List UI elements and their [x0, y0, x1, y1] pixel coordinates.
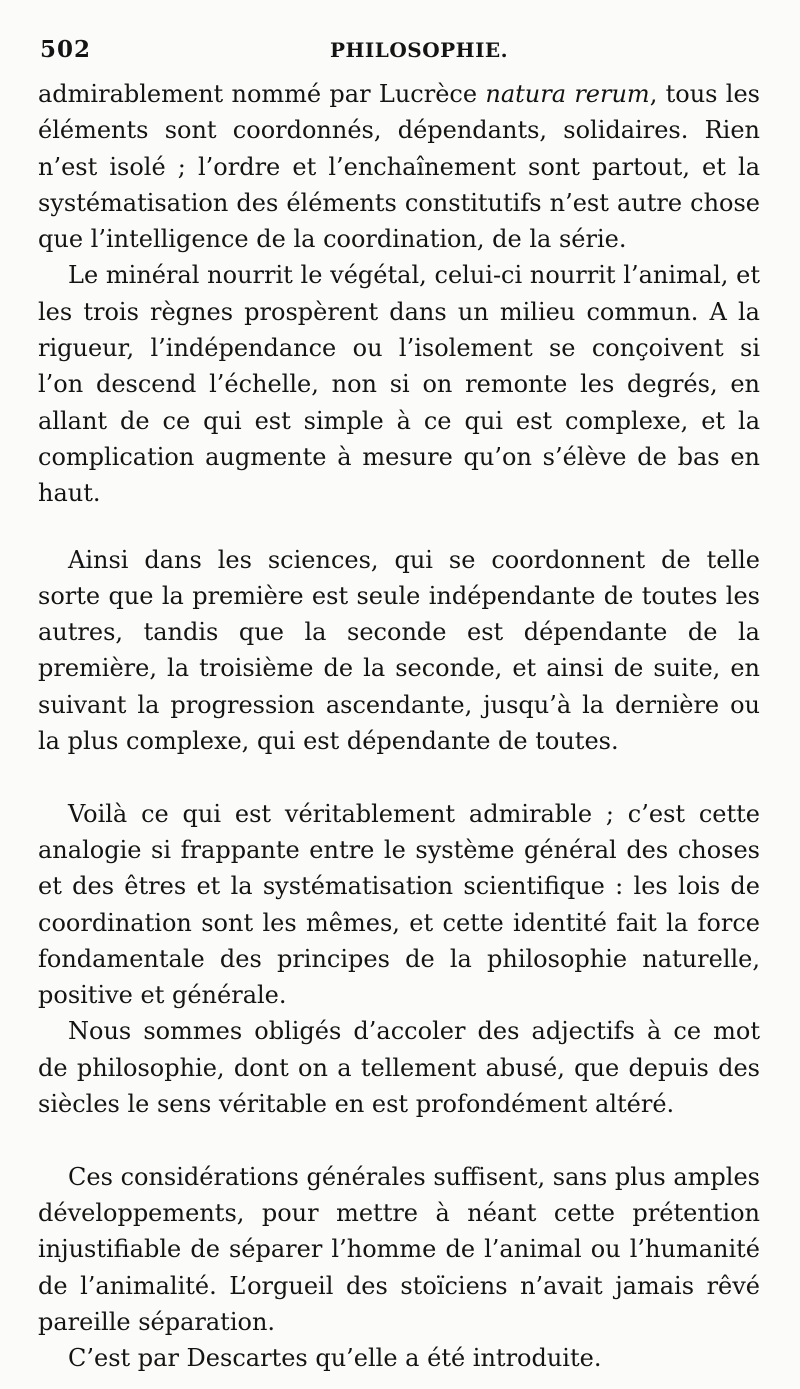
paragraph-4: Voilà ce qui est véritablement admirable ; c’est cette analogie si frappante entre le système général des choses et des êtres et la systématisation scientifique : les lois de coordination sont les mêmes, et cette identité fait la force fondamentale des principes de la philosophie naturelle, positive et générale. — [38, 799, 760, 1010]
paragraph-5: Nous sommes obligés d’accoler des adjectifs à ce mot de philosophie, dont on a tellement abusé, que depuis des siècles le sens véritable en est profondément altéré. — [38, 1017, 760, 1119]
paragraph-3: Ainsi dans les sciences, qui se coordonnent de telle sorte que la première est seule indépendante de toutes les autres, tandis que la seconde est dépendante de la première, la troisième de la seconde, et ainsi de suite, en suivant la progression ascendante, jusqu’à la dernière ou la plus complexe, qui est dépendante de toutes. — [38, 545, 760, 756]
paragraph-2: Le minéral nourrit le végétal, celui-ci nourrit l’animal, et les trois règnes prospèrent dans un milieu commun. A la rigueur, l’indépendance ou l’isolement se conçoivent si l’on descend l’échelle, non si on remonte les degrés, en allant de ce qui est simple à ce qui est complexe, et la complication augmente à mesure qu’on s’élève de bas en haut. — [38, 261, 760, 508]
paragraph-6: Ces considérations générales suffisent, sans plus amples développements, pour mettre à néant cette prétention injustifiable de séparer l’homme de l’animal ou l’humanité de l’animalité. L’orgueil des stoïciens n’avait jamais rêvé pareille séparation. — [38, 1162, 760, 1336]
paragraph-1 — [38, 76, 760, 257]
latin-phrase: natura rerum — [485, 80, 650, 108]
paragraph-1-rest: , tous les éléments sont coordonnés, dépendants, solidaires. Rien n’est isolé ; l’ordre et l’enchaînement sont partout, et la systématisation des éléments constitutifs n’est autre chose que l’intelligence de la coordination, de la série. — [38, 80, 760, 254]
page-number: 502 — [40, 36, 92, 63]
paragraph-7: C’est par Descartes qu’elle a été introduite. — [68, 1344, 602, 1373]
running-head: PHILOSOPHIE. — [330, 38, 509, 62]
page-body — [38, 76, 760, 1376]
page-header — [40, 30, 760, 70]
paragraph-1-lead: admirablement nommé par Lucrèce — [38, 80, 486, 108]
